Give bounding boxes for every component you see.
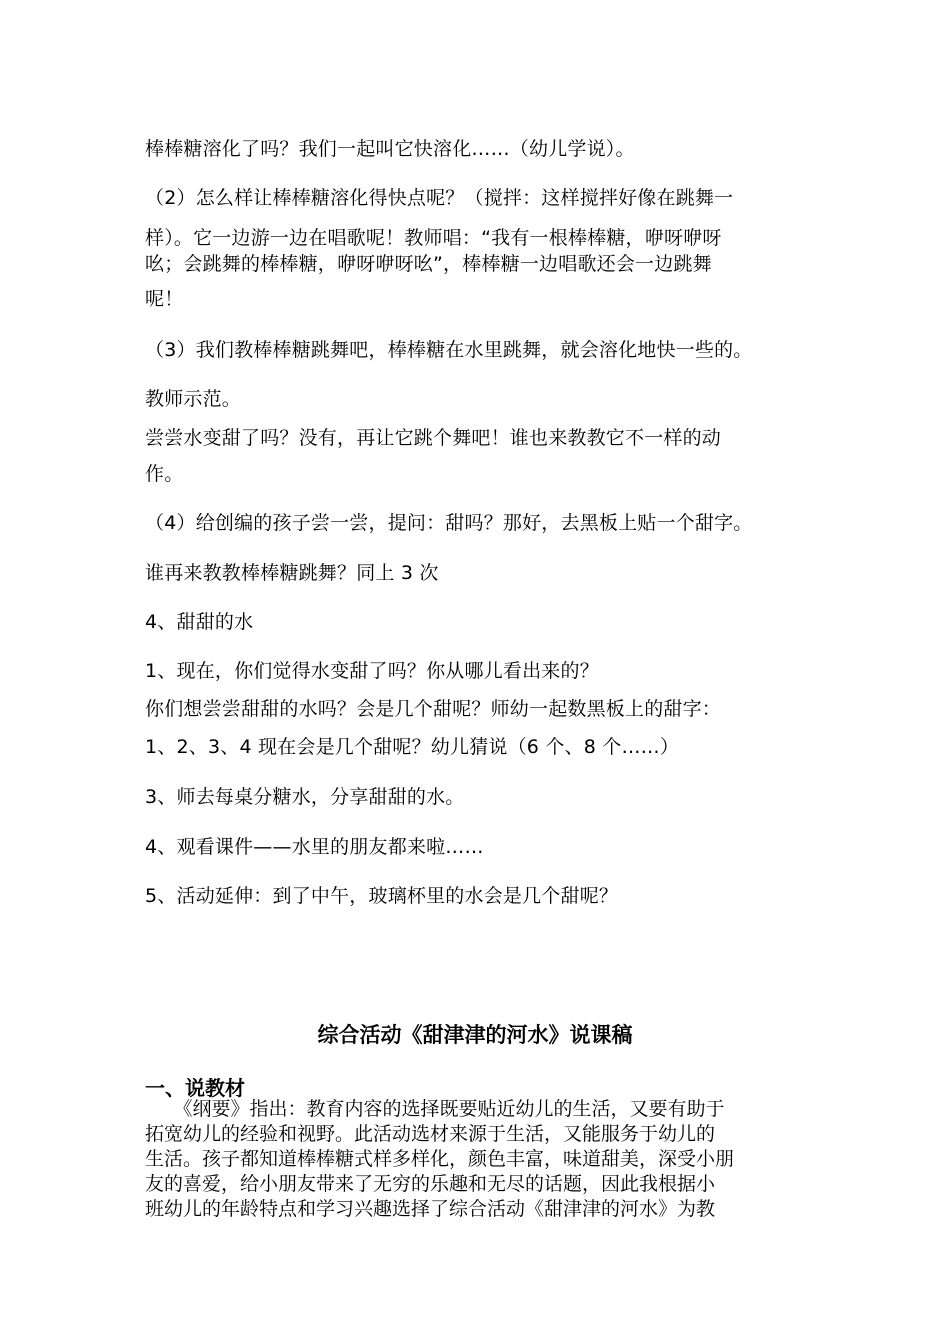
text-line: 尝尝水变甜了吗？没有，再让它跳个舞吧！谁也来教教它不一样的动 xyxy=(145,427,722,449)
text-line: 样）。它一边游一边在唱歌呢！教师唱：“我有一根棒棒糖，咿呀咿呀 xyxy=(145,227,722,249)
paragraph-line: 生活。孩子都知道棒棒糖式样多样化，颜色丰富，味道甜美，深受小朋 xyxy=(145,1148,735,1170)
text-line: （4）给创编的孩子尝一尝，提问：甜吗？那好，去黑板上贴一个甜字。 xyxy=(145,512,753,534)
text-line: （3）我们教棒棒糖跳舞吧，棒棒糖在水里跳舞，就会溶化地快一些的。 xyxy=(145,339,753,361)
text-line: 1、2、3、4 现在会是几个甜呢？幼儿猜说（6 个、8 个……） xyxy=(145,736,680,758)
text-line: 5、活动延伸：到了中午，玻璃杯里的水会是几个甜呢？ xyxy=(145,885,619,907)
text-line: （2）怎么样让棒棒糖溶化得快点呢？（搅拌：这样搅拌好像在跳舞一 xyxy=(145,187,734,209)
text-line: 3、师去每桌分糖水，分享甜甜的水。 xyxy=(145,786,465,808)
text-line: 呢！ xyxy=(145,288,184,310)
paragraph-line: 《纲要》指出：教育内容的选择既要贴近幼儿的生活，又要有助于 xyxy=(145,1098,725,1120)
paragraph-line: 班幼儿的年龄特点和学习兴趣选择了综合活动《甜津津的河水》为教 xyxy=(145,1198,716,1220)
text-line: 吆；会跳舞的棒棒糖，咿呀咿呀吆”，棒棒糖一边唱歌还会一边跳舞 xyxy=(145,253,712,275)
text-line: 4、甜甜的水 xyxy=(145,611,254,633)
text-line: 作。 xyxy=(145,463,184,485)
text-line: 教师示范。 xyxy=(145,388,242,410)
text-line: 4、观看课件——水里的朋友都来啦…… xyxy=(145,836,484,858)
text-line: 1、现在，你们觉得水变甜了吗？你从哪儿看出来的？ xyxy=(145,660,599,682)
text-line: 棒棒糖溶化了吗？我们一起叫它快溶化……（幼儿学说）。 xyxy=(145,138,635,160)
paragraph-line: 友的喜爱，给小朋友带来了无穷的乐趣和无尽的话题，因此我根据小 xyxy=(145,1173,716,1195)
text-line: 谁再来教教棒棒糖跳舞？同上 3 次 xyxy=(145,562,439,584)
text-line: 你们想尝尝甜甜的水吗？会是几个甜呢？师幼一起数黑板上的甜字： xyxy=(145,698,722,720)
paragraph-line: 拓宽幼儿的经验和视野。此活动选材来源于生活，又能服务于幼儿的 xyxy=(145,1123,716,1145)
section-heading: 一、说教材 xyxy=(145,1076,245,1100)
section-title: 综合活动《甜津津的河水》说课稿 xyxy=(317,1022,633,1047)
